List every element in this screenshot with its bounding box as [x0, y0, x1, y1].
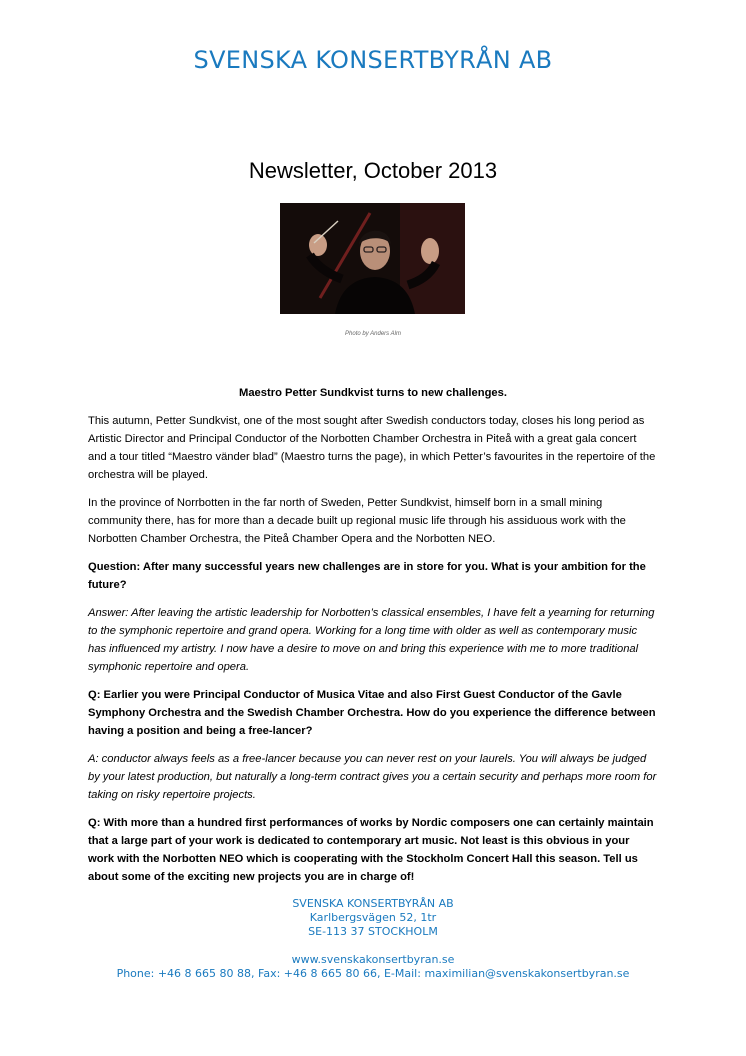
footer-website[interactable]: www.svenskakonsertbyran.se	[291, 953, 455, 966]
interview-question: Q: Earlier you were Principal Conductor of Musica Vitae and also First Guest Conductor of the Gavle Symphony Orchestra and the Swedish Chamber Orchestra. How do you experience the difference between having a position and being a free-lancer?	[88, 689, 656, 737]
interview-question: Question: After many successful years new challenges are in store for you. What is your ambition for the future?	[88, 561, 646, 591]
footer-street: Karlbergsvägen 52, 1tr	[309, 911, 437, 924]
footer-spacer	[0, 939, 746, 953]
footer-company: SVENSKA KONSERTBYRÅN AB	[292, 897, 454, 910]
interview-question: Q: With more than a hundred first performances of works by Nordic composers one can certainly maintain that a large part of your work is dedicated to contemporary art music. Not least is this obvious in your work with the Norbotten NEO which is cooperating with the Stockholm Concert Hall this season. Tell us about some of the exciting new projects you are in charge of!	[88, 817, 654, 883]
footer-city: SE-113 37 STOCKHOLM	[308, 925, 438, 938]
conductor-photo	[280, 203, 465, 314]
footer	[0, 897, 746, 981]
article-body	[88, 384, 658, 896]
article-paragraph: In the province of Norrbotten in the far north of Sweden, Petter Sundkvist, himself born in a small mining community there, has for more than a decade built up regional music life through his assiduous work with the Norbotten Chamber Orchestra, the Piteå Chamber Opera and the Norbotten NEO.	[88, 497, 626, 545]
footer-contact: Phone: +46 8 665 80 88, Fax: +46 8 665 80 66, E-Mail: maximilian@svenskakonsertbyran.se	[116, 967, 630, 980]
article-headline: Maestro Petter Sundkvist turns to new challenges.	[239, 387, 507, 399]
photo-credit: Photo by Anders Alm	[345, 331, 401, 337]
newsletter-title: Newsletter, October 2013	[248, 158, 498, 183]
interview-answer: A: conductor always feels as a free-lancer because you can never rest on your laurels. You will always be judged by your latest production, but naturally a long-term contract gives you a certain security and perhaps more room for taking on risky repertoire projects.	[88, 753, 657, 801]
article-paragraph: This autumn, Petter Sundkvist, one of the most sought after Swedish conductors today, closes his long period as Artistic Director and Principal Conductor of the Norbotten Chamber Orchestra in Piteå with a great gala concert and a tour titled “Maestro vänder blad” (Maestro turns the page), in which Petter’s favourites in the repertoire of the orchestra will be played.	[88, 415, 656, 481]
company-header: SVENSKA KONSERTBYRÅN AB	[193, 46, 553, 74]
interview-answer: Answer: After leaving the artistic leadership for Norbotten’s classical ensembles, I have felt a yearning for returning to the symphonic repertoire and grand opera. Working for a long time with older as well as contemporary music has influenced my artistry. I now have a desire to move on and bring this experience with me to more traditional symphonic repertoire and opera.	[88, 607, 655, 673]
